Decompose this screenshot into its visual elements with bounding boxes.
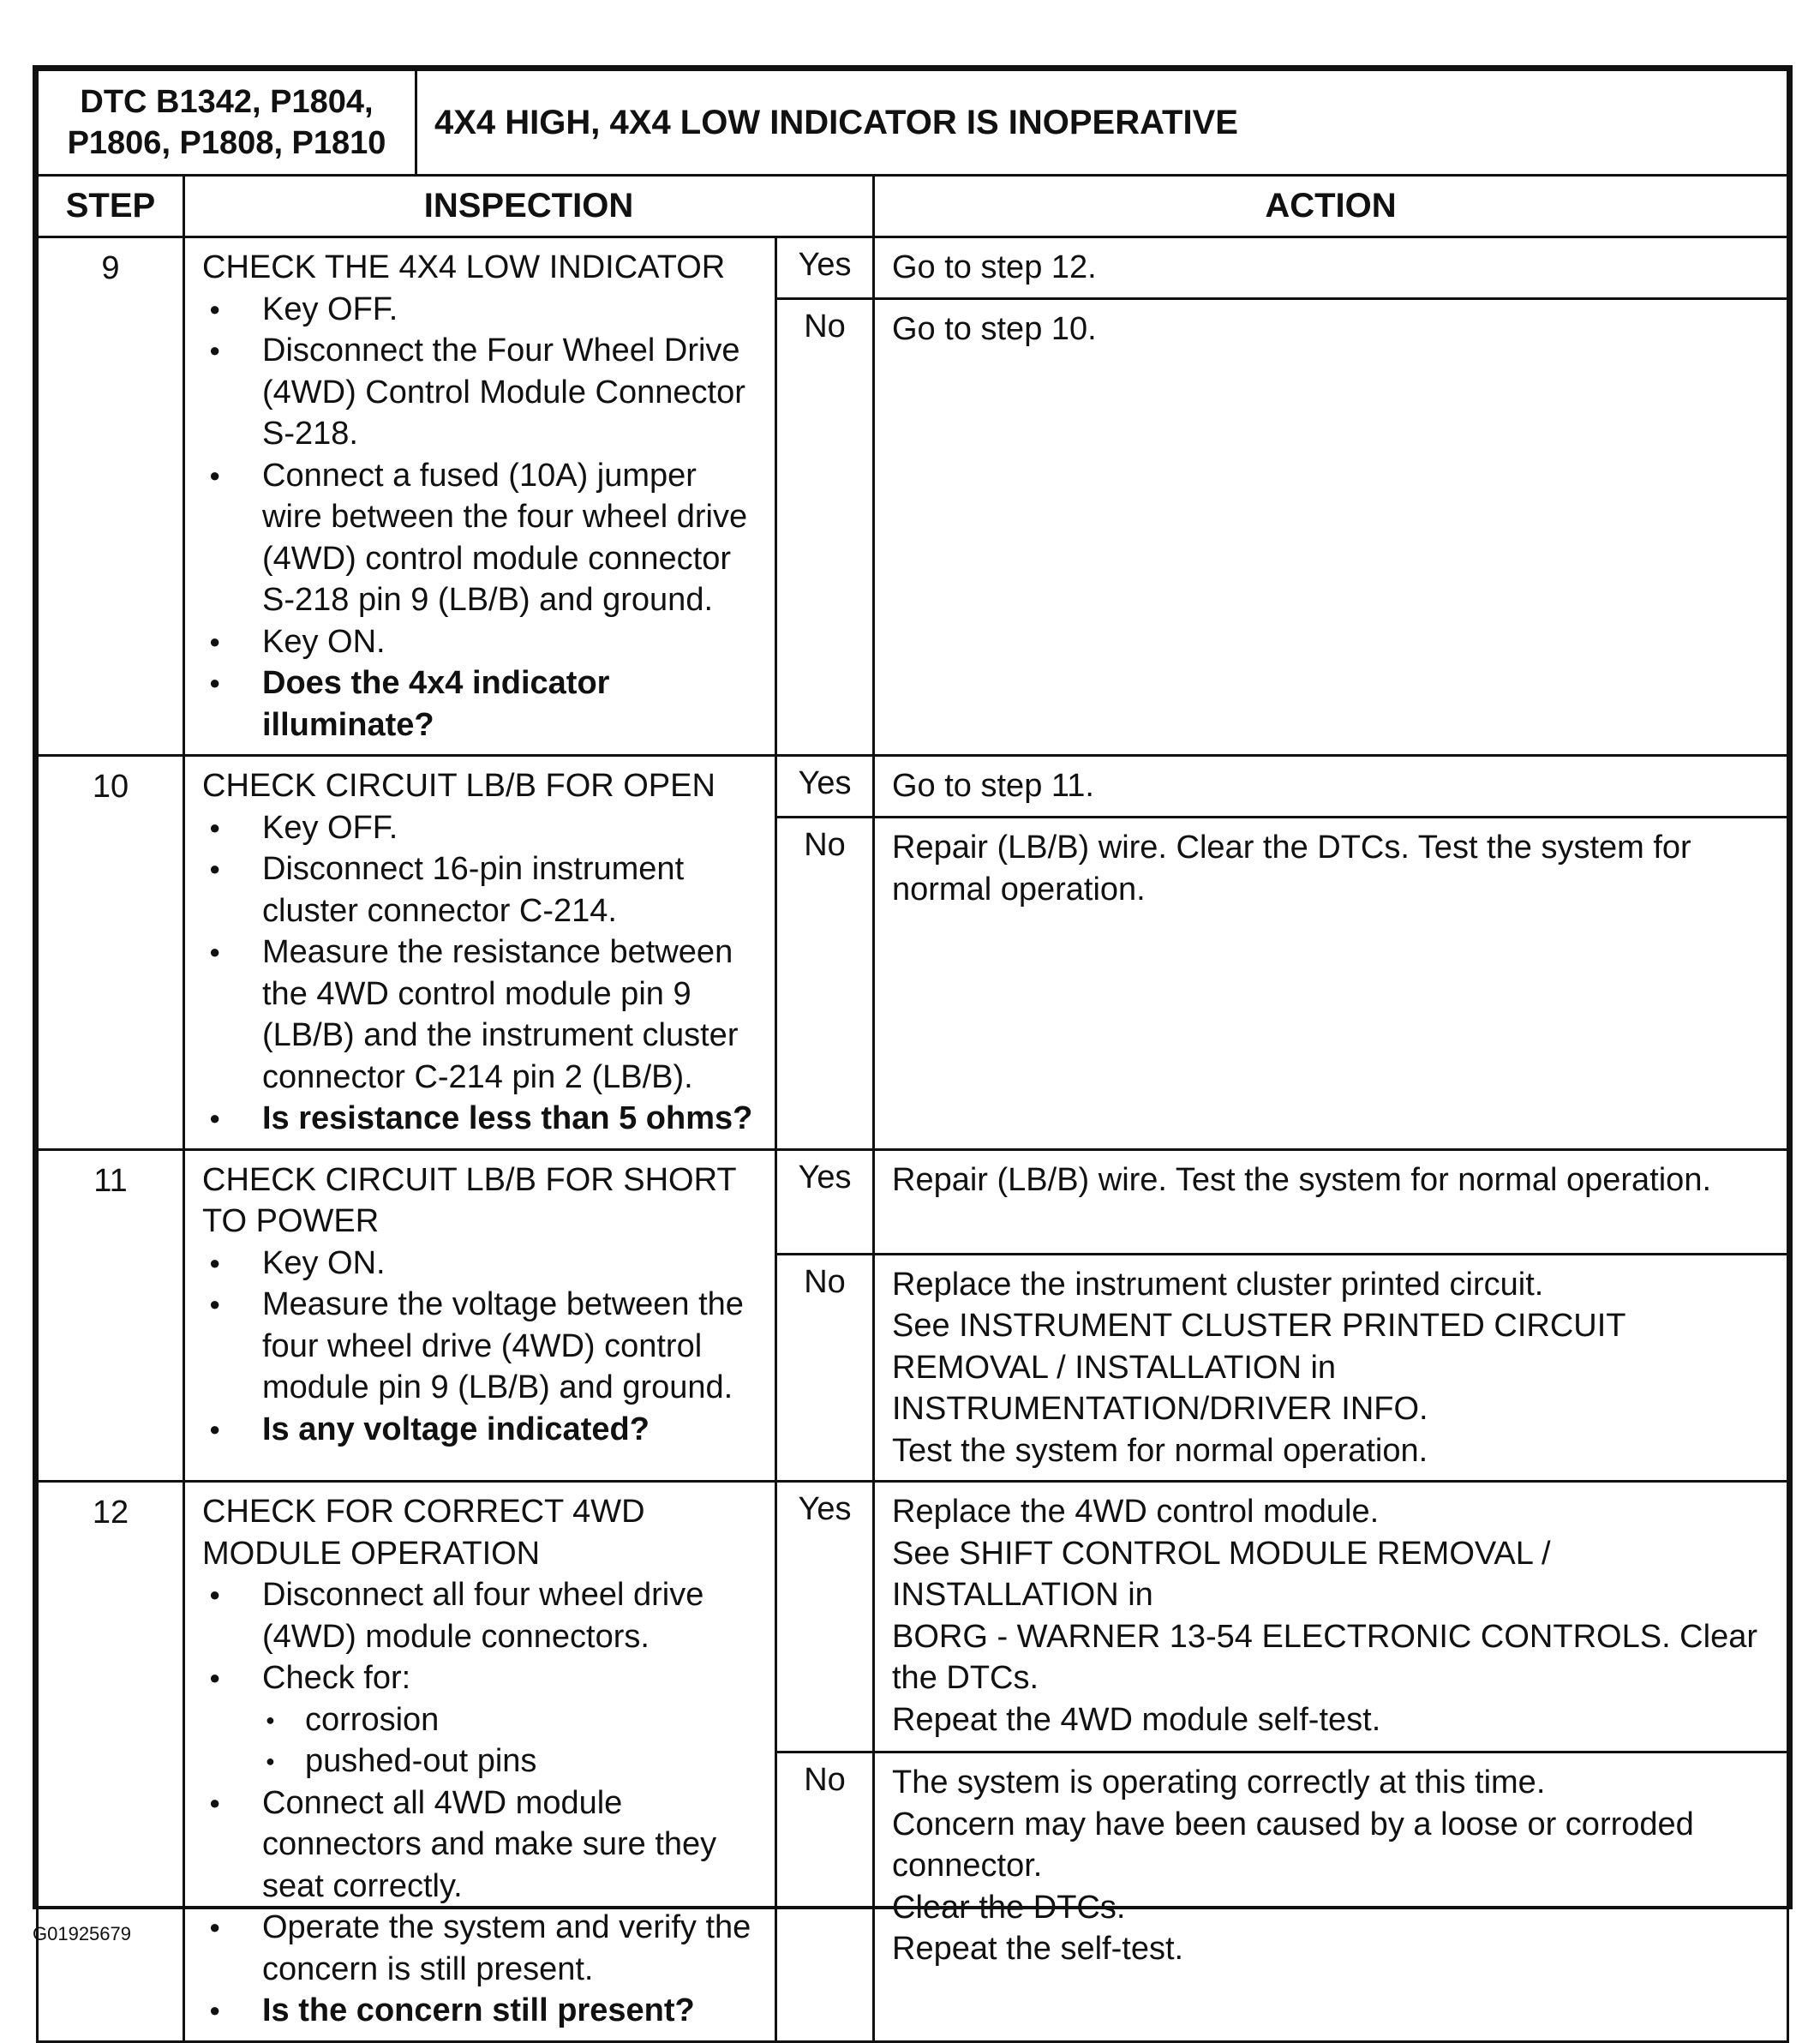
action-line: Go to step 10.: [892, 310, 1097, 347]
list-item: ● Measure the voltage between the four wheel drive (4WD) control module pin 9 (LB/B) and ground.: [202, 1284, 756, 1409]
no-action: [874, 818, 1788, 1150]
inspection-list: [202, 1782, 756, 2032]
no-action: [874, 1254, 1788, 1482]
figure-id: G01925679: [33, 1923, 131, 1944]
inspection-title: CHECK CIRCUIT LB/B FOR SHORT TO POWER: [202, 1161, 736, 1239]
inspection-title: CHECK CIRCUIT LB/B FOR OPEN: [202, 768, 715, 804]
action-line: The system is operating correctly at this time.: [892, 1764, 1546, 1800]
inspection-cell: [184, 1149, 776, 1482]
action-line: Go to step 12.: [892, 249, 1097, 285]
dtc-codes: [38, 70, 416, 176]
action-line: Clear the DTCs.: [892, 1889, 1126, 1926]
no-action: [874, 298, 1788, 756]
inspection-question: ● Is the concern still present?: [202, 1990, 756, 2032]
no-label: No: [776, 818, 874, 1150]
yes-action: [874, 1482, 1788, 1752]
dtc-codes-line1: DTC B1342, P1804,: [80, 84, 374, 120]
action-line: See INSTRUMENT CLUSTER PRINTED CIRCUIT REMOVAL / INSTALLATION in INSTRUMENTATION/DRIVER INFO.: [892, 1308, 1625, 1427]
list-item: ● Disconnect all four wheel drive (4WD) module connectors.: [202, 1574, 756, 1657]
sub-list-item: ● corrosion: [262, 1699, 756, 1741]
yes-action: [874, 1149, 1788, 1254]
action-line: BORG - WARNER 13-54 ELECTRONIC CONTROLS. Clear the DTCs.: [892, 1618, 1757, 1696]
inspection-title: CHECK THE 4X4 LOW INDICATOR: [202, 249, 726, 285]
action-line: Concern may have been caused by a loose or corroded connector.: [892, 1806, 1694, 1884]
inspection-question: ● Is resistance less than 5 ohms?: [202, 1098, 756, 1140]
sub-list-item: ● pushed-out pins: [262, 1740, 756, 1782]
column-step: STEP: [38, 176, 184, 237]
no-label: No: [776, 298, 874, 756]
inspection-question: ● Does the 4x4 indicator illuminate?: [202, 662, 756, 746]
table-row: [38, 1482, 1788, 1752]
inspection-cell: [184, 756, 776, 1150]
action-line: Replace the instrument cluster printed circuit.: [892, 1266, 1544, 1303]
column-headings-row: [38, 176, 1788, 237]
yes-action: [874, 756, 1788, 818]
step-number: 12: [38, 1482, 184, 2042]
no-label: No: [776, 1254, 874, 1482]
action-line: Test the system for normal operation.: [892, 1432, 1428, 1469]
list-item: ● Connect all 4WD module connectors and make sure they seat correctly.: [202, 1782, 756, 1908]
inspection-cell: [184, 237, 776, 756]
table-row: [38, 237, 1788, 299]
column-action: ACTION: [874, 176, 1788, 237]
table-row: [38, 756, 1788, 818]
no-action: [874, 1752, 1788, 2042]
sub-list: [262, 1699, 756, 1782]
yes-label: Yes: [776, 1149, 874, 1254]
inspection-list: [202, 807, 756, 1140]
inspection-list: [202, 1574, 756, 1699]
table-title: 4X4 HIGH, 4X4 LOW INDICATOR IS INOPERATIVE: [416, 70, 1788, 176]
step-number: 11: [38, 1149, 184, 1482]
yes-label: Yes: [776, 1482, 874, 1752]
inspection-list: [202, 1243, 756, 1451]
action-line: Repair (LB/B) wire. Test the system for normal operation.: [892, 1161, 1712, 1198]
list-item: ● Disconnect 16-pin instrument cluster connector C-214.: [202, 848, 756, 932]
diagnostic-table: [36, 69, 1789, 2043]
action-line: Repair (LB/B) wire. Clear the DTCs. Test the system for normal operation.: [892, 830, 1691, 908]
step-number: 9: [38, 237, 184, 756]
list-item: ● Connect a fused (10A) jumper wire between the four wheel drive (4WD) control module connector S-218 pin 9 (LB/B) and ground.: [202, 455, 756, 621]
action-line: Replace the 4WD control module.: [892, 1494, 1380, 1530]
no-label: No: [776, 1752, 874, 2042]
list-item: ● Key OFF.: [202, 807, 756, 849]
step-number: 10: [38, 756, 184, 1150]
dtc-codes-line2: P1806, P1808, P1810: [67, 125, 386, 161]
inspection-list: [202, 289, 756, 746]
list-item: ● Key OFF.: [202, 289, 756, 331]
table-row: [38, 1149, 1788, 1254]
action-line: Repeat the self-test.: [892, 1931, 1184, 1967]
column-inspection: INSPECTION: [184, 176, 874, 237]
inspection-cell: [184, 1482, 776, 2042]
list-item: ● Disconnect the Four Wheel Drive (4WD) Control Module Connector S-218.: [202, 330, 756, 455]
table-header-row: [38, 70, 1788, 176]
yes-label: Yes: [776, 756, 874, 818]
yes-label: Yes: [776, 237, 874, 299]
yes-action: [874, 237, 1788, 299]
inspection-question: ● Is any voltage indicated?: [202, 1409, 756, 1451]
inspection-title: CHECK FOR CORRECT 4WD MODULE OPERATION: [202, 1494, 645, 1572]
action-line: See SHIFT CONTROL MODULE REMOVAL / INSTALLATION in: [892, 1535, 1551, 1613]
list-item: ● Key ON.: [202, 1243, 756, 1285]
list-item: ● Measure the resistance between the 4WD control module pin 9 (LB/B) and the instrument cluster connector C-214 pin 2 (LB/B).: [202, 932, 756, 1098]
list-item: ● Operate the system and verify the concern is still present.: [202, 1907, 756, 1990]
list-item-label: Check for:: [262, 1660, 411, 1696]
action-line: Repeat the 4WD module self-test.: [892, 1701, 1381, 1738]
list-item: ● Key ON.: [202, 621, 756, 663]
list-item: [202, 1657, 756, 1699]
action-line: Go to step 11.: [892, 768, 1094, 804]
